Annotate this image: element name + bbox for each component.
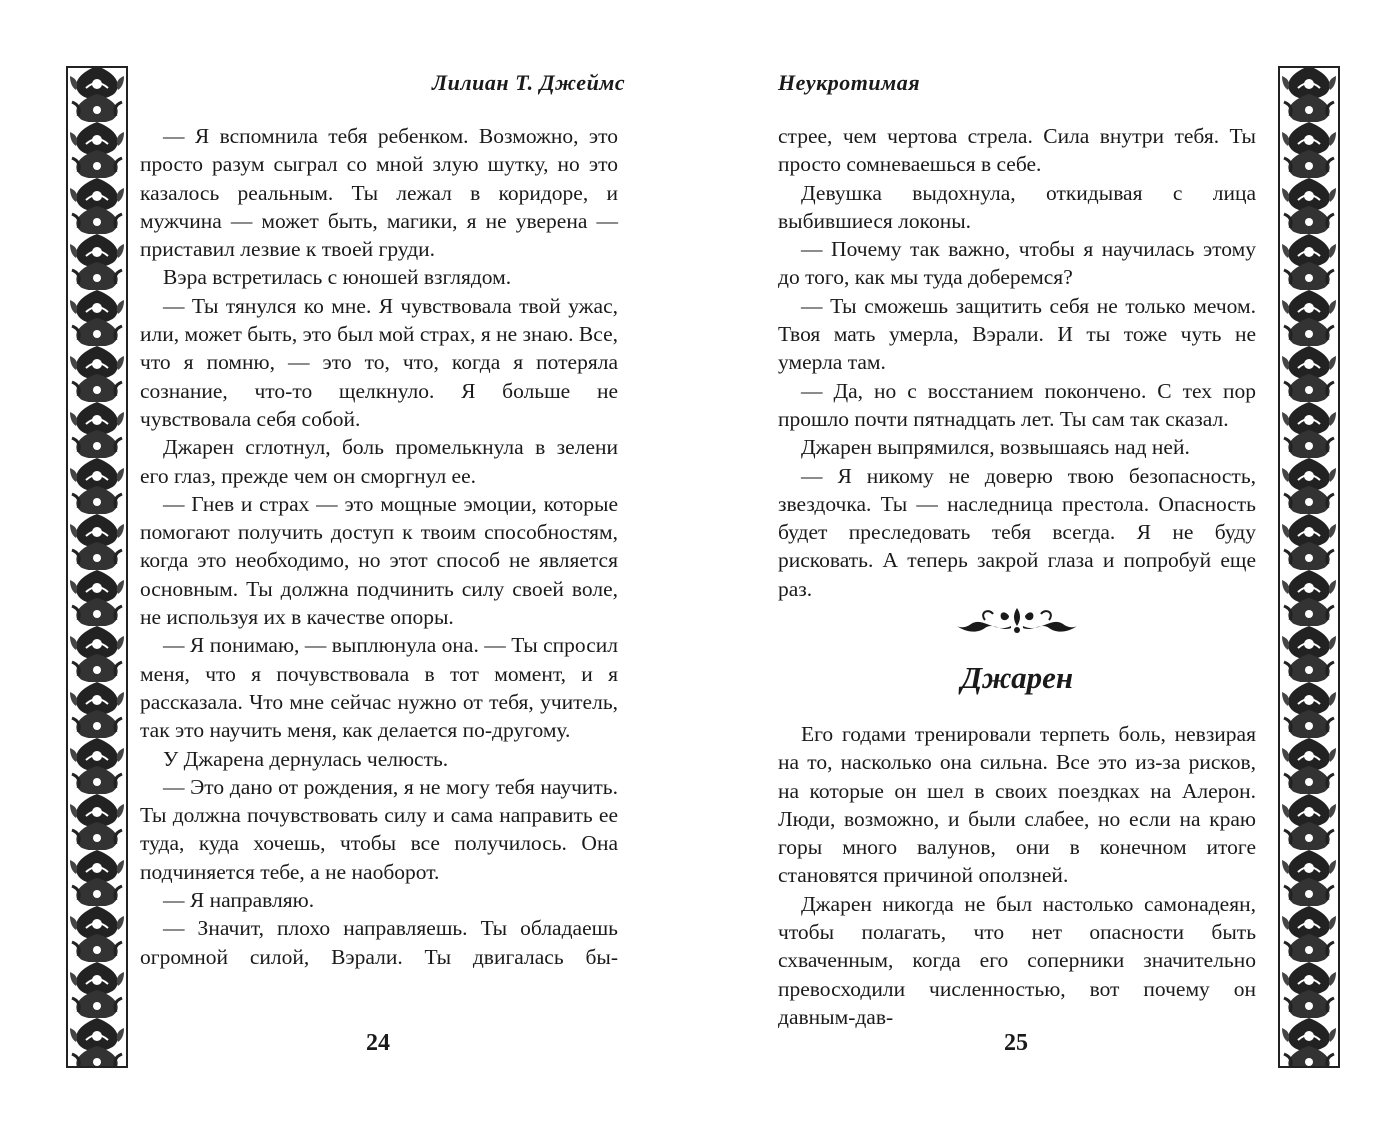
paragraph: Девушка выдохнула, откидывая с лица выбившиеся локоны.: [778, 180, 1256, 233]
paragraph: Джарен никогда не был настолько самонадеян, чтобы полагать, что нет опасности быть схваченным, когда его соперники значительно превосходили численностью, вот почему он давным-дав-: [778, 891, 1256, 1029]
paragraph: — Я вспомнила тебя ребенком. Возможно, это просто разум сыграл со мной злую шутку, но это казалось реальным. Ты лежал в коридоре, и мужчина — может быть, магики, я не уверена — приставил лезвие к твоей груди.: [140, 124, 618, 262]
paragraph: — Это дано от рождения, я не могу тебя научить. Ты должна почувствовать силу и сама направить ее туда, куда хочешь, чтобы все получилось. Она подчиняется тебе, а не наоборот.: [140, 774, 618, 884]
page-number-right: 25: [1004, 1030, 1028, 1056]
left-page-text: [140, 122, 618, 971]
running-head-author: Лилиан Т. Джеймс: [432, 70, 626, 95]
chapter-title: Джарен: [960, 660, 1074, 695]
paragraph: стрее, чем чертова стрела. Сила внутри тебя. Ты просто сомневаешься в себе.: [778, 124, 1256, 177]
paragraph: У Джарена дернулась челюсть.: [163, 746, 449, 771]
paragraph: — Ты тянулся ко мне. Я чувствовала твой ужас, или, может быть, это был мой страх, я не знаю. Все, что я помню, — это то, что, когда я потеряла сознание, что-то щелкнуло. Я больше не чувствовала себя собой.: [140, 293, 618, 431]
ornamental-border-left: [66, 66, 128, 1068]
paragraph: Джарен сглотнул, боль промелькнула в зелени его глаз, прежде чем он сморгнул ее.: [140, 435, 618, 488]
ornamental-border-right: [1278, 66, 1340, 1068]
paragraph: — Я никому не доверю твою безопасность, звездочка. Ты — наследница престола. Опасность будет преследовать тебя всегда. Я не буду рисковать. А теперь закрой глаза и попробуй еще раз.: [778, 463, 1256, 601]
right-page-text-bottom: [778, 720, 1256, 1031]
paragraph: Его годами тренировали терпеть боль, невзирая на то, насколько она сильна. Все это из-за рисков, на которые он шел в своих поездках на Алерон. Люди, возможно, и были слабее, но если на краю горы много валунов, они в конечном итоге становятся причиной оползней.: [778, 722, 1256, 888]
paragraph: — Почему так важно, чтобы я научилась этому до того, как мы туда доберемся?: [778, 237, 1256, 290]
paragraph: — Значит, плохо направляешь. Ты обладаешь огромной силой, Вэрали. Ты двигалась бы-: [140, 916, 618, 969]
paragraph: Джарен выпрямился, возвышаясь над ней.: [801, 435, 1190, 460]
paragraph: — Да, но с восстанием покончено. С тех пор прошло почти пятнадцать лет. Ты сам так сказал.: [778, 378, 1256, 431]
paragraph: — Я направляю.: [163, 888, 315, 913]
right-page-text-top: [778, 122, 1256, 603]
section-divider-ornament: [955, 604, 1079, 640]
paragraph: — Гнев и страх — это мощные эмоции, которые помогают получить доступ к твоим способностям, когда это необходимо, но этот способ не является основным. Ты должна подчинить силу своей воле, не используя их в качестве опоры.: [140, 491, 618, 630]
paragraph: — Я понимаю, — выплюнула она. — Ты спросил меня, что я почувствовала в тот момент, и я рассказала. Что мне сейчас нужно от тебя, учитель, так это научить меня, как делается по-другому.: [140, 633, 618, 743]
page-number-left: 24: [366, 1030, 390, 1056]
paragraph: — Ты сможешь защитить себя не только мечом. Твоя мать умерла, Вэрали. И ты тоже чуть не умерла там.: [778, 293, 1256, 375]
paragraph: Вэра встретилась с юношей взглядом.: [163, 265, 512, 290]
running-head-title: Неукротимая: [778, 70, 921, 95]
